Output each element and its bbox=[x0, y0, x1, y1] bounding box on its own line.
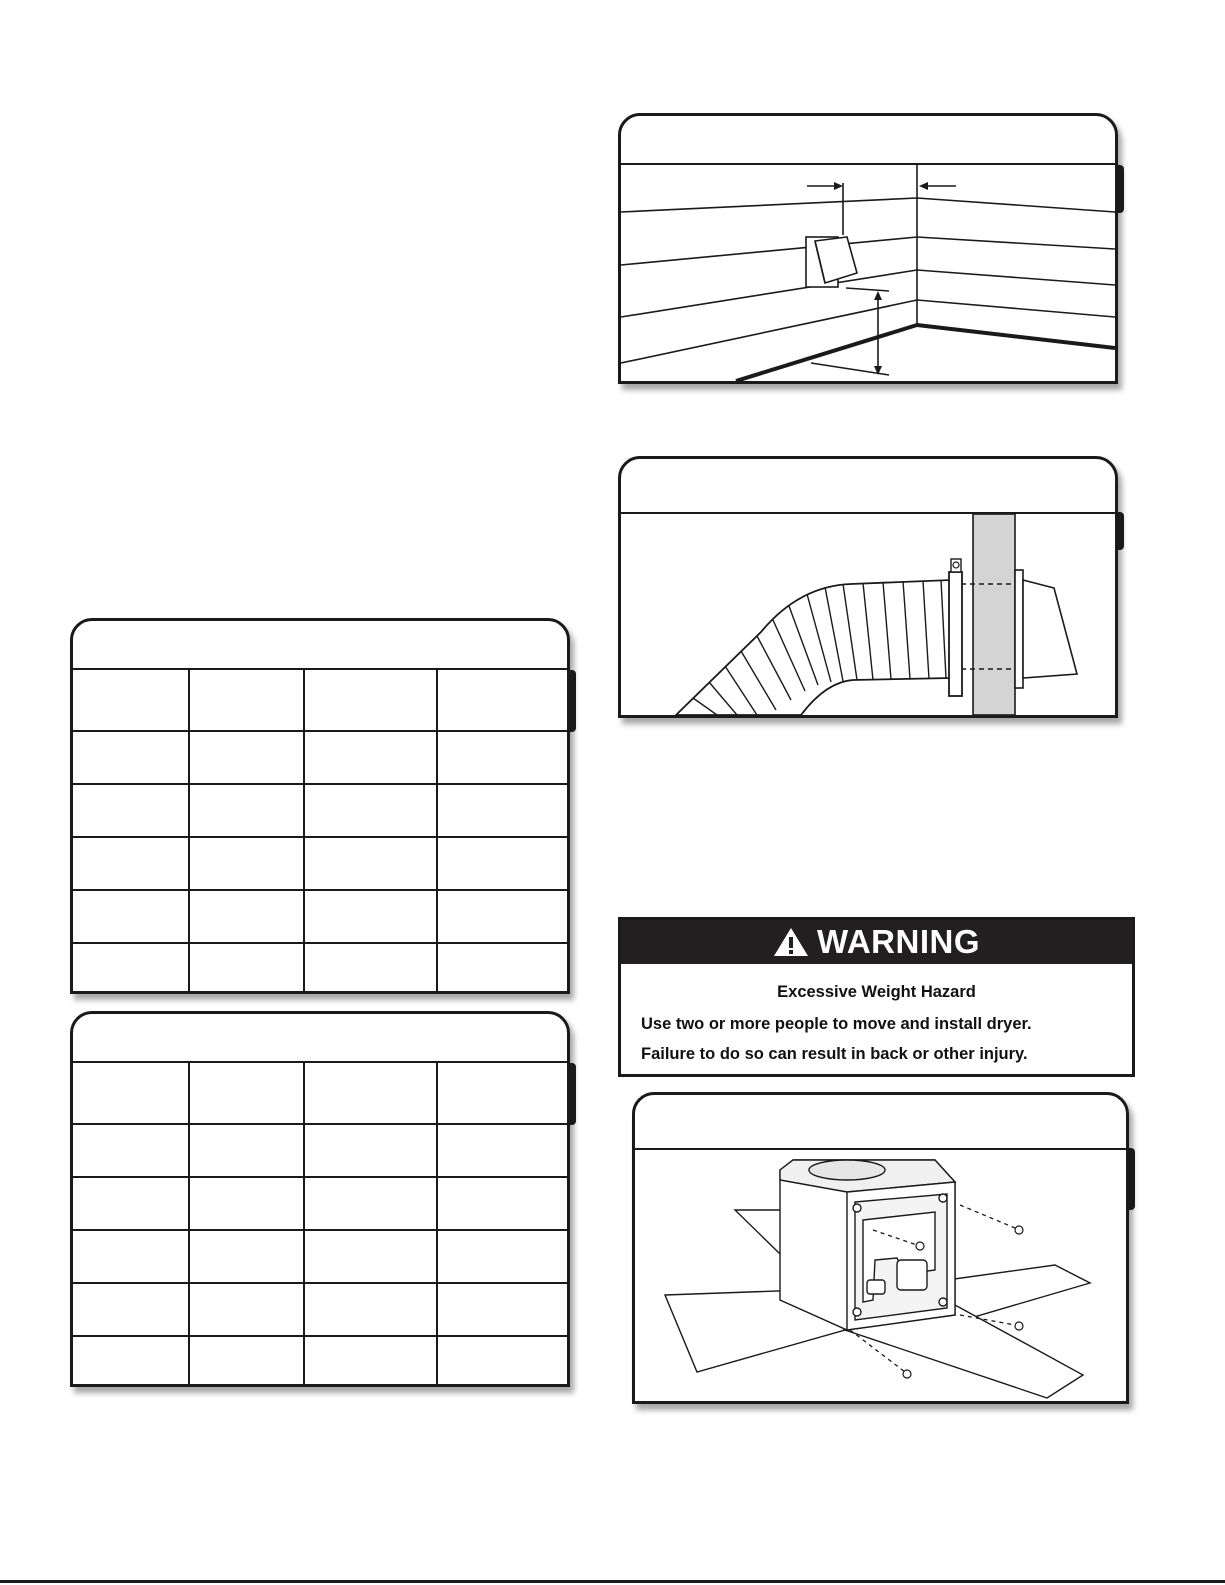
table-cell bbox=[73, 1177, 189, 1230]
vent-table-2-title-bar bbox=[73, 1014, 567, 1063]
vent-hood-figure-panel bbox=[618, 113, 1118, 384]
table-cell bbox=[437, 837, 567, 890]
table-cell bbox=[189, 890, 304, 943]
table-cell bbox=[304, 784, 437, 837]
table-cell bbox=[189, 670, 304, 731]
table-cell bbox=[437, 1336, 567, 1386]
table-header-row bbox=[73, 1063, 567, 1124]
table-cell bbox=[304, 1063, 437, 1124]
warning-triangle-icon bbox=[773, 927, 809, 957]
table-cell bbox=[189, 784, 304, 837]
table-cell bbox=[304, 731, 437, 784]
figure-3-title-bar bbox=[635, 1095, 1126, 1150]
table-row bbox=[73, 890, 567, 943]
table-cell bbox=[304, 670, 437, 731]
table-row bbox=[73, 1336, 567, 1386]
table-cell bbox=[73, 670, 189, 731]
table-cell bbox=[304, 890, 437, 943]
vent-table-panel-1 bbox=[70, 618, 570, 994]
vent-table-2 bbox=[73, 1063, 567, 1386]
table-cell bbox=[304, 1336, 437, 1386]
table-cell bbox=[73, 1230, 189, 1283]
table-cell bbox=[189, 731, 304, 784]
table-header-row bbox=[73, 670, 567, 731]
table-row bbox=[73, 784, 567, 837]
table-cell bbox=[437, 670, 567, 731]
duct-through-wall-illustration bbox=[621, 514, 1115, 715]
table-cell bbox=[304, 943, 437, 993]
table-cell bbox=[189, 1230, 304, 1283]
table-cell bbox=[189, 1177, 304, 1230]
table-row bbox=[73, 1177, 567, 1230]
table-row bbox=[73, 1283, 567, 1336]
table-cell bbox=[73, 943, 189, 993]
warning-box bbox=[618, 917, 1135, 1077]
dryer-leveling-legs-illustration bbox=[635, 1150, 1126, 1401]
vent-table-1 bbox=[73, 670, 567, 993]
table-cell bbox=[437, 943, 567, 993]
figure-2-title-bar bbox=[621, 459, 1115, 514]
table-cell bbox=[189, 1283, 304, 1336]
table-cell bbox=[437, 1283, 567, 1336]
table-cell bbox=[73, 890, 189, 943]
warning-consequence: Failure to do so can result in back or other injury. bbox=[641, 1045, 1028, 1063]
table-cell bbox=[73, 1124, 189, 1177]
table-cell bbox=[189, 1063, 304, 1124]
panel-tab-marker bbox=[1127, 1148, 1135, 1210]
table-row bbox=[73, 943, 567, 993]
table-cell bbox=[304, 1283, 437, 1336]
panel-tab-marker bbox=[1116, 512, 1124, 550]
table-cell bbox=[304, 837, 437, 890]
duct-figure-panel bbox=[618, 456, 1118, 718]
table-cell bbox=[304, 1124, 437, 1177]
table-cell bbox=[437, 1063, 567, 1124]
panel-tab-marker bbox=[1116, 165, 1124, 213]
table-cell bbox=[304, 1230, 437, 1283]
table-cell bbox=[189, 1336, 304, 1386]
vent-hood-clearance-illustration bbox=[621, 165, 1115, 381]
warning-header bbox=[621, 920, 1132, 964]
table-cell bbox=[73, 1336, 189, 1386]
table-cell bbox=[73, 837, 189, 890]
page-bottom-rule bbox=[0, 1580, 1225, 1583]
table-row bbox=[73, 731, 567, 784]
table-cell bbox=[73, 1063, 189, 1124]
table-cell bbox=[437, 784, 567, 837]
panel-tab-marker bbox=[568, 670, 576, 732]
warning-signal-word: WARNING bbox=[817, 923, 980, 960]
warning-instruction: Use two or more people to move and install dryer. bbox=[641, 1015, 1032, 1033]
table-row bbox=[73, 1124, 567, 1177]
vent-table-panel-2 bbox=[70, 1011, 570, 1387]
table-row bbox=[73, 1230, 567, 1283]
table-cell bbox=[73, 784, 189, 837]
table-cell bbox=[437, 731, 567, 784]
table-cell bbox=[189, 1124, 304, 1177]
warning-hazard-title: Excessive Weight Hazard bbox=[777, 983, 976, 1001]
table-cell bbox=[189, 943, 304, 993]
table-cell bbox=[437, 1230, 567, 1283]
table-cell bbox=[437, 1177, 567, 1230]
table-cell bbox=[304, 1177, 437, 1230]
table-cell bbox=[73, 1283, 189, 1336]
table-cell bbox=[73, 731, 189, 784]
table-cell bbox=[437, 890, 567, 943]
table-cell bbox=[189, 837, 304, 890]
figure-1-title-bar bbox=[621, 116, 1115, 165]
table-row bbox=[73, 837, 567, 890]
dryer-figure-panel bbox=[632, 1092, 1129, 1404]
panel-tab-marker bbox=[568, 1063, 576, 1125]
vent-table-1-title-bar bbox=[73, 621, 567, 670]
table-cell bbox=[437, 1124, 567, 1177]
